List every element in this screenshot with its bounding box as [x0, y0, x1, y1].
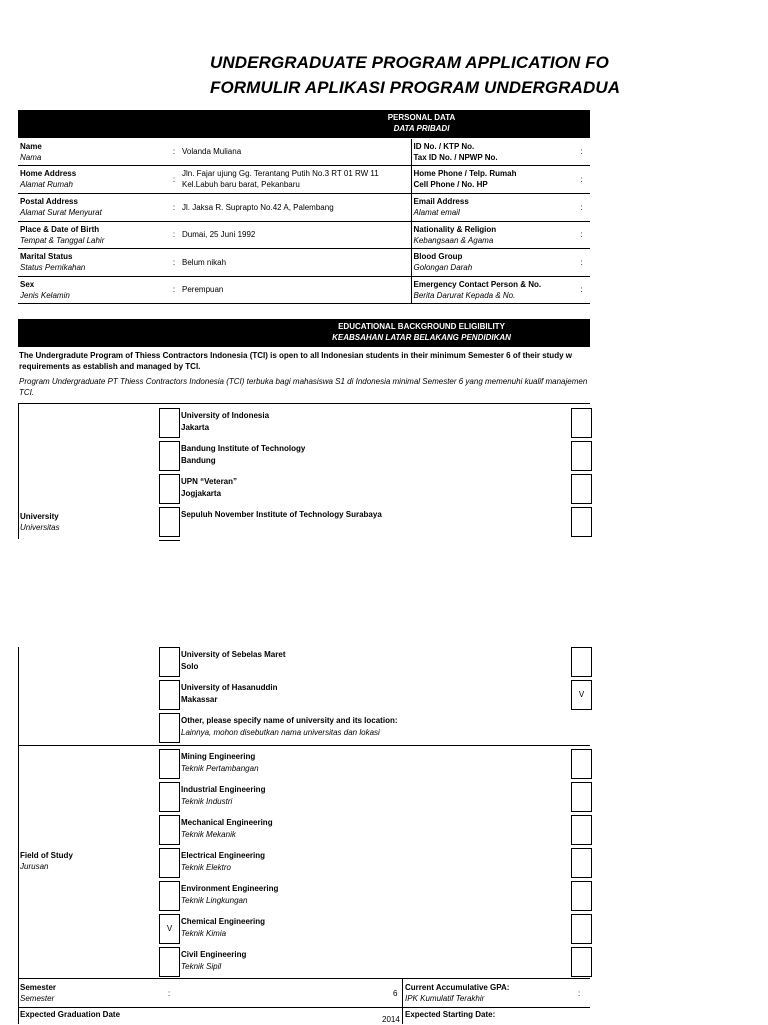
university-label: University Universitas: [20, 512, 60, 532]
personal-row: [18, 139, 590, 165]
form-title-id: FORMULIR APLIKASI PROGRAM UNDERGRADUA: [210, 78, 621, 97]
option-label: UPN “Veteran” Jogjakarta: [181, 477, 238, 498]
checkbox-right[interactable]: [571, 881, 592, 911]
starting-date-label: Expected Starting Date:: [405, 1010, 496, 1019]
option-label: Other, please specify name of university and its location: Lainnya, mohon disebutkan nama universitas dan lokasi: [181, 716, 398, 737]
personal-label: Home Address Alamat Rumah: [18, 165, 168, 193]
checkbox[interactable]: [159, 680, 180, 710]
checkbox[interactable]: [159, 713, 180, 743]
checkbox[interactable]: [159, 848, 180, 878]
option-label: Environment Engineering Teknik Lingkungan: [181, 884, 279, 905]
personal-row: [18, 165, 590, 193]
option-label: Industrial Engineering Teknik Industri: [181, 785, 266, 806]
option-label: Bandung Institute of Technology Bandung: [181, 444, 306, 465]
education-header-id: KEABSAHAN LATAR BELAKANG PENDIDIKAN: [332, 333, 511, 342]
personal-right-label: Nationality & Religion Kebangsaan & Agama: [411, 221, 573, 248]
checkbox-right[interactable]: [571, 441, 592, 471]
personal-label: Name Nama: [18, 139, 168, 165]
checkbox[interactable]: [159, 647, 180, 677]
gpa-colon: :: [578, 989, 581, 998]
colon: :: [168, 276, 180, 303]
checkbox[interactable]: [159, 749, 180, 779]
personal-right-label: Emergency Contact Person & No. Berita Darurat Kepada & No.: [411, 276, 573, 303]
semester-label: Semester Semester: [20, 983, 57, 1003]
personal-label: Sex Jenis Kelamin: [18, 276, 168, 303]
checkbox-right[interactable]: [571, 749, 592, 779]
colon: :: [573, 193, 590, 221]
semester-value[interactable]: 6: [393, 989, 398, 998]
option-label: University of Indonesia Jakarta: [181, 411, 270, 432]
checkbox-right[interactable]: [571, 815, 592, 845]
personal-right-label: ID No. / KTP No. Tax ID No. / NPWP No.: [411, 139, 573, 165]
checkbox[interactable]: [159, 507, 180, 537]
checkbox[interactable]: [159, 408, 180, 438]
personal-data-table: [18, 139, 590, 304]
colon: :: [573, 276, 590, 303]
colon: :: [168, 139, 180, 165]
checkbox[interactable]: [159, 881, 180, 911]
personal-right-label: Home Phone / Telp. Rumah Cell Phone / No. HP: [411, 165, 573, 193]
option-label: University of Hasanuddin Makassar: [181, 683, 278, 704]
personal-header-en: PERSONAL DATA: [387, 113, 456, 122]
option-label: Mechanical Engineering Teknik Mekanik: [181, 818, 273, 839]
personal-header-id: DATA PRIBADI: [393, 124, 450, 133]
graduation-date-label: Expected Graduation Date: [20, 1010, 121, 1019]
checkbox-right[interactable]: [571, 914, 592, 944]
eligibility-intro-id: Program Undergraduate PT Thiess Contractors Indonesia (TCI) terbuka bagi mahasiswa S1 di Indonesia minimal Semester 6 yang memenuhi kualif manajemen TCI.: [19, 377, 588, 397]
option-label: Sepuluh November Institute of Technology Surabaya: [181, 510, 382, 519]
checkbox-right[interactable]: [571, 848, 592, 878]
colon: :: [168, 221, 180, 248]
eligibility-intro-en: The Undergradute Program of Thiess Contractors Indonesia (TCI) is open to all Indonesian students in their minimum Semester 6 of their study w requirements as establish and managed by TCI.: [19, 351, 572, 371]
colon: :: [573, 221, 590, 248]
personal-row: [18, 276, 590, 303]
personal-value[interactable]: Jln. Fajar ujung Gg. Terantang Putih No.3 RT 01 RW 11 Kel.Labuh baru barat, Pekanbaru: [180, 165, 411, 193]
form-title-en: UNDERGRADUATE PROGRAM APPLICATION FO: [210, 53, 609, 72]
option-label: Electrical Engineering Teknik Elektro: [181, 851, 266, 872]
colon: :: [573, 248, 590, 276]
option-label: Mining Engineering Teknik Pertambangan: [181, 752, 259, 773]
colon: :: [573, 165, 590, 193]
checkbox-right[interactable]: V: [571, 680, 592, 710]
colon: :: [168, 248, 180, 276]
personal-right-label: Blood Group Golongan Darah: [411, 248, 573, 276]
personal-value[interactable]: Dumai, 25 Juni 1992: [180, 221, 411, 248]
personal-label: Postal Address Alamat Surat Menyurat: [18, 193, 168, 221]
personal-row: [18, 221, 590, 248]
option-label: University of Sebelas Maret Solo: [181, 650, 286, 671]
personal-value[interactable]: Volanda Muliana: [180, 139, 411, 165]
checkbox[interactable]: [159, 441, 180, 471]
checkbox-right[interactable]: [571, 947, 592, 977]
personal-value[interactable]: Belum nikah: [180, 248, 411, 276]
checkbox-right[interactable]: [571, 782, 592, 812]
checkbox[interactable]: V: [159, 914, 180, 944]
colon: :: [168, 165, 180, 193]
checkbox[interactable]: [159, 815, 180, 845]
checkbox-right[interactable]: [571, 474, 592, 504]
personal-right-label: Email Address Alamat email: [411, 193, 573, 221]
personal-row: [18, 248, 590, 276]
colon: :: [168, 193, 180, 221]
checkbox[interactable]: [159, 947, 180, 977]
checkbox[interactable]: [159, 782, 180, 812]
field-of-study-label: Field of Study Jurusan: [20, 851, 73, 871]
personal-label: Place & Date of Birth Tempat & Tanggal Lahir: [18, 221, 168, 248]
personal-label: Marital Status Status Pernikahan: [18, 248, 168, 276]
personal-value[interactable]: Jl. Jaksa R. Suprapto No.42 A, Palembang: [180, 193, 411, 221]
education-header: [18, 319, 590, 347]
personal-value[interactable]: Perempuan: [180, 276, 411, 303]
graduation-date-value[interactable]: 2014: [382, 1015, 400, 1024]
checkbox-right[interactable]: [571, 647, 592, 677]
personal-data-header: [18, 110, 590, 138]
personal-row: [18, 193, 590, 221]
gpa-label: Current Accumulative GPA: IPK Kumulatif Terakhir: [405, 983, 510, 1003]
colon: :: [573, 139, 590, 165]
checkbox[interactable]: [159, 474, 180, 504]
option-label: Chemical Engineering Teknik Kimia: [181, 917, 266, 938]
checkbox-right[interactable]: [571, 507, 592, 537]
education-header-en: EDUCATIONAL BACKGROUND ELIGIBILITY: [338, 322, 505, 331]
semester-colon: :: [168, 989, 171, 998]
checkbox-right[interactable]: [571, 408, 592, 438]
option-label: Civil Engineering Teknik Sipil: [181, 950, 247, 971]
